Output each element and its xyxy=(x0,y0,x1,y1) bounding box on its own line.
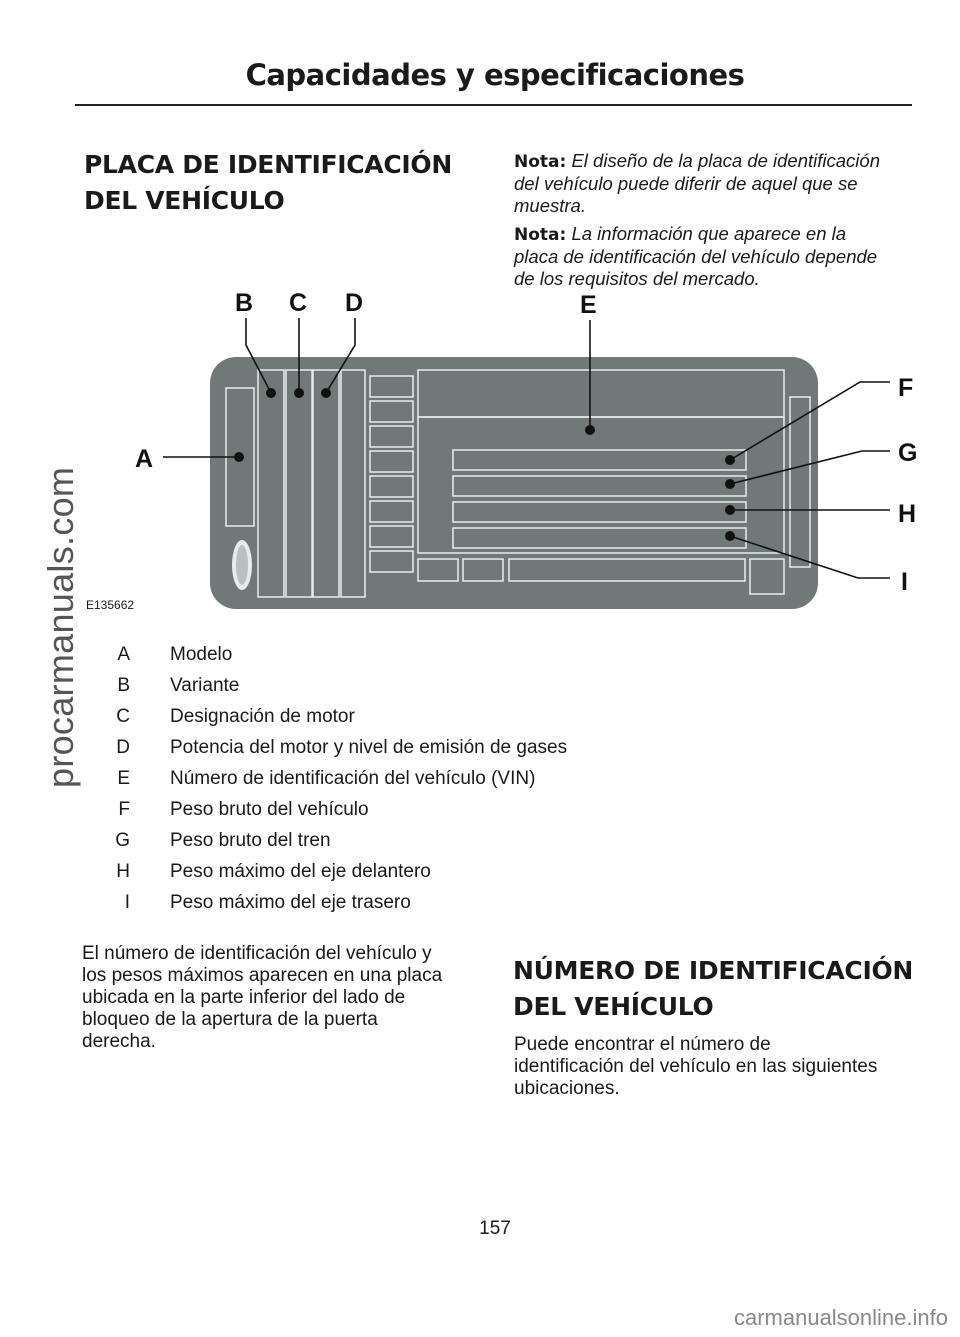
legend-key: G xyxy=(115,830,130,851)
callout-label-a: A xyxy=(135,445,154,473)
callout-label-b: B xyxy=(235,289,254,317)
callout-label-c: C xyxy=(289,289,308,317)
legend-label: Número de identificación del vehículo (VIN) xyxy=(170,768,536,789)
section-title-line: PLACA DE IDENTIFICACIÓN xyxy=(84,150,452,179)
figure-id: E135662 xyxy=(86,598,135,612)
note-text: placa de identificación del vehículo depende xyxy=(514,246,878,267)
callout-label-e: E xyxy=(580,291,597,319)
section-title-line: DEL VEHÍCULO xyxy=(84,186,285,215)
note-label: Nota: xyxy=(514,152,567,172)
paragraph-line: ubicaciones. xyxy=(514,1078,620,1099)
note-text: del vehículo puede diferir de aquel que se xyxy=(514,173,858,194)
legend-label: Peso máximo del eje trasero xyxy=(170,892,411,913)
legend-label: Peso máximo del eje delantero xyxy=(170,861,431,882)
callout-label-f: F xyxy=(898,374,914,402)
note-text: de los requisitos del mercado. xyxy=(514,268,760,289)
legend-key: B xyxy=(117,675,130,696)
paragraph-line: Puede encontrar el número de xyxy=(514,1034,771,1055)
legend-label: Variante xyxy=(170,675,240,696)
legend-key: C xyxy=(116,706,130,727)
section-title-line: DEL VEHÍCULO xyxy=(513,992,714,1021)
vehicle-id-plate-diagram xyxy=(0,0,960,640)
section-title-vin xyxy=(513,953,913,1025)
note-text: La información que aparece en la xyxy=(571,223,847,244)
legend-label: Modelo xyxy=(170,644,233,665)
watermark-bottom: carmanualsonline.info xyxy=(733,1305,948,1330)
page-header-title: Capacidades y especificaciones xyxy=(245,58,745,92)
paragraph-line: ubicada en la parte inferior del lado de xyxy=(82,987,406,1008)
legend-label: Designación de motor xyxy=(170,706,355,727)
callout-label-i: I xyxy=(901,568,908,596)
hologram-icon xyxy=(232,540,252,590)
section-title-line: NÚMERO DE IDENTIFICACIÓN xyxy=(513,956,914,985)
legend-label: Peso bruto del tren xyxy=(170,830,331,851)
legend-key: F xyxy=(118,799,130,820)
legend-label: Peso bruto del vehículo xyxy=(170,799,369,820)
note-text: El diseño de la placa de identificación xyxy=(571,150,880,171)
callout-label-g: G xyxy=(898,439,918,467)
legend-key: A xyxy=(117,644,130,665)
paragraph-line: los pesos máximos aparecen en una placa xyxy=(82,965,443,986)
callout-label-h: H xyxy=(898,500,917,528)
note-label: Nota: xyxy=(514,225,567,245)
legend-key: E xyxy=(117,768,130,789)
paragraph-line: derecha. xyxy=(82,1031,156,1052)
paragraph-line: bloqueo de la apertura de la puerta xyxy=(82,1009,378,1030)
paragraph-vin-locations xyxy=(514,1034,924,1100)
watermark-left: procarmanuals.com xyxy=(40,466,81,788)
legend-key: I xyxy=(124,892,130,913)
callout-label-d: D xyxy=(345,289,364,317)
paragraph-line: El número de identificación del vehículo y xyxy=(82,943,432,964)
note-text: muestra. xyxy=(514,195,586,216)
page-number: 157 xyxy=(479,1218,511,1239)
legend-key: H xyxy=(116,861,130,882)
legend-key: D xyxy=(116,737,130,758)
paragraph-line: identificación del vehículo en las siguientes xyxy=(514,1056,878,1077)
paragraph-plate-location xyxy=(82,943,482,1053)
legend-label: Potencia del motor y nivel de emisión de gases xyxy=(170,737,568,758)
